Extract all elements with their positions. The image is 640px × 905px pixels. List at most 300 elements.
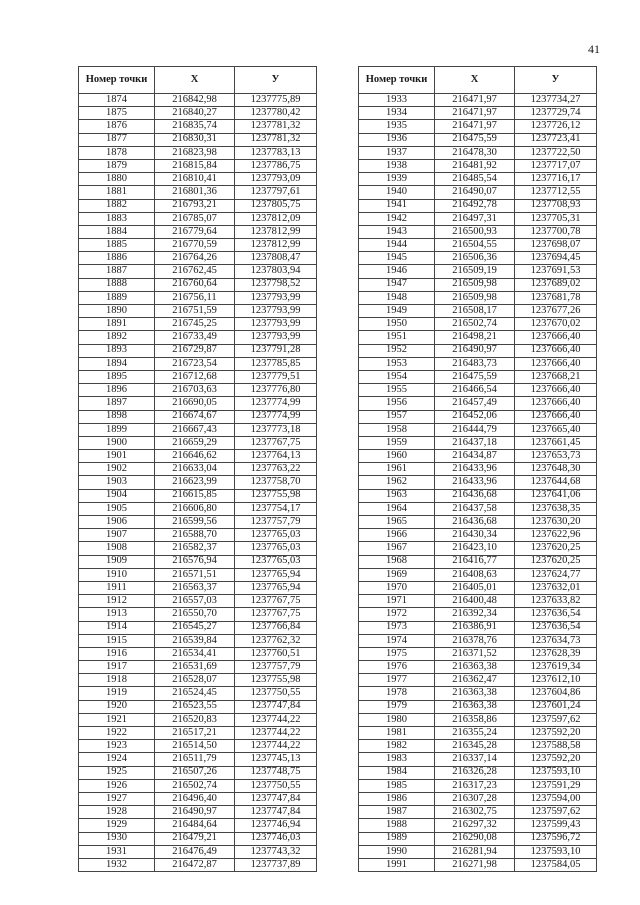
table-row: [359, 225, 597, 238]
table-row: [79, 489, 317, 502]
x-coordinate-cell: 216307,28: [435, 792, 515, 805]
table-row: [359, 595, 597, 608]
x-coordinate-cell: 216830,31: [155, 133, 235, 146]
x-coordinate-cell: 216523,55: [155, 700, 235, 713]
point-number-cell: 1931: [79, 845, 155, 858]
x-coordinate-cell: 216760,64: [155, 278, 235, 291]
x-coordinate-cell: 216490,07: [435, 186, 515, 199]
point-number-cell: 1917: [79, 661, 155, 674]
x-coordinate-cell: 216466,54: [435, 384, 515, 397]
point-number-cell: 1882: [79, 199, 155, 212]
x-coordinate-cell: 216606,80: [155, 502, 235, 515]
x-coordinate-cell: 216733,49: [155, 331, 235, 344]
y-coordinate-cell: 1237698,07: [515, 239, 597, 252]
point-number-cell: 1926: [79, 779, 155, 792]
x-coordinate-cell: 216534,41: [155, 647, 235, 660]
x-coordinate-cell: 216531,69: [155, 661, 235, 674]
table-row: [359, 516, 597, 529]
point-number-cell: 1988: [359, 819, 435, 832]
point-number-cell: 1956: [359, 397, 435, 410]
x-coordinate-cell: 216386,91: [435, 621, 515, 634]
point-number-cell: 1940: [359, 186, 435, 199]
y-coordinate-cell: 1237681,78: [515, 291, 597, 304]
point-number-cell: 1937: [359, 146, 435, 159]
table-row: [79, 700, 317, 713]
table-row: [359, 94, 597, 107]
table-row: [359, 159, 597, 172]
point-number-cell: 1948: [359, 291, 435, 304]
y-coordinate-cell: 1237798,52: [235, 278, 317, 291]
y-coordinate-cell: 1237666,40: [515, 331, 597, 344]
y-coordinate-cell: 1237592,20: [515, 727, 597, 740]
y-coordinate-cell: 1237716,17: [515, 173, 597, 186]
y-coordinate-cell: 1237745,13: [235, 753, 317, 766]
table-row: [359, 661, 597, 674]
y-coordinate-cell: 1237677,26: [515, 305, 597, 318]
table-row: [79, 344, 317, 357]
table-row: [359, 832, 597, 845]
x-coordinate-cell: 216509,98: [435, 291, 515, 304]
y-coordinate-cell: 1237648,30: [515, 463, 597, 476]
point-number-cell: 1934: [359, 107, 435, 120]
point-number-cell: 1952: [359, 344, 435, 357]
x-coordinate-cell: 216485,54: [435, 173, 515, 186]
y-coordinate-cell: 1237750,55: [235, 779, 317, 792]
point-number-cell: 1930: [79, 832, 155, 845]
x-coordinate-cell: 216507,26: [155, 766, 235, 779]
table-row: [79, 529, 317, 542]
header-y: У: [515, 67, 597, 94]
x-coordinate-cell: 216502,74: [155, 779, 235, 792]
table-row: [359, 792, 597, 805]
point-number-cell: 1958: [359, 423, 435, 436]
point-number-cell: 1914: [79, 621, 155, 634]
y-coordinate-cell: 1237785,85: [235, 357, 317, 370]
x-coordinate-cell: 216436,68: [435, 489, 515, 502]
y-coordinate-cell: 1237619,34: [515, 661, 597, 674]
x-coordinate-cell: 216576,94: [155, 555, 235, 568]
table-row: [359, 212, 597, 225]
x-coordinate-cell: 216416,77: [435, 555, 515, 568]
x-coordinate-cell: 216358,86: [435, 713, 515, 726]
point-number-cell: 1921: [79, 713, 155, 726]
table-row: [359, 344, 597, 357]
table-header-row: [79, 67, 317, 94]
table-row: [359, 173, 597, 186]
point-number-cell: 1879: [79, 159, 155, 172]
y-coordinate-cell: 1237622,96: [515, 529, 597, 542]
y-coordinate-cell: 1237775,89: [235, 94, 317, 107]
y-coordinate-cell: 1237597,62: [515, 713, 597, 726]
x-coordinate-cell: 216764,26: [155, 252, 235, 265]
table-row: [79, 568, 317, 581]
y-coordinate-cell: 1237633,82: [515, 595, 597, 608]
x-coordinate-cell: 216745,25: [155, 318, 235, 331]
point-number-cell: 1973: [359, 621, 435, 634]
x-coordinate-cell: 216302,75: [435, 806, 515, 819]
point-number-cell: 1962: [359, 476, 435, 489]
table-row: [79, 357, 317, 370]
table-row: [359, 489, 597, 502]
header-y: У: [235, 67, 317, 94]
y-coordinate-cell: 1237805,75: [235, 199, 317, 212]
table-row: [79, 423, 317, 436]
table-row: [79, 450, 317, 463]
table-row: [79, 621, 317, 634]
point-number-cell: 1907: [79, 529, 155, 542]
point-number-cell: 1953: [359, 357, 435, 370]
x-coordinate-cell: 216659,29: [155, 436, 235, 449]
x-coordinate-cell: 216492,78: [435, 199, 515, 212]
table-row: [359, 476, 597, 489]
y-coordinate-cell: 1237783,13: [235, 146, 317, 159]
table-row: [79, 173, 317, 186]
point-number-cell: 1961: [359, 463, 435, 476]
table-row: [359, 555, 597, 568]
y-coordinate-cell: 1237644,68: [515, 476, 597, 489]
table-row: [79, 265, 317, 278]
table-row: [359, 318, 597, 331]
x-coordinate-cell: 216599,56: [155, 516, 235, 529]
x-coordinate-cell: 216355,24: [435, 727, 515, 740]
x-coordinate-cell: 216729,87: [155, 344, 235, 357]
point-number-cell: 1979: [359, 700, 435, 713]
x-coordinate-cell: 216667,43: [155, 423, 235, 436]
table-row: [79, 502, 317, 515]
point-number-cell: 1977: [359, 674, 435, 687]
point-number-cell: 1949: [359, 305, 435, 318]
y-coordinate-cell: 1237705,31: [515, 212, 597, 225]
y-coordinate-cell: 1237746,94: [235, 819, 317, 832]
point-number-cell: 1938: [359, 159, 435, 172]
x-coordinate-cell: 216524,45: [155, 687, 235, 700]
x-coordinate-cell: 216498,21: [435, 331, 515, 344]
x-coordinate-cell: 216271,98: [435, 858, 515, 871]
x-coordinate-cell: 216517,21: [155, 727, 235, 740]
x-coordinate-cell: 216345,28: [435, 740, 515, 753]
point-number-cell: 1922: [79, 727, 155, 740]
point-number-cell: 1925: [79, 766, 155, 779]
table-row: [359, 700, 597, 713]
x-coordinate-cell: 216528,07: [155, 674, 235, 687]
y-coordinate-cell: 1237689,02: [515, 278, 597, 291]
point-number-cell: 1980: [359, 713, 435, 726]
point-number-cell: 1916: [79, 647, 155, 660]
x-coordinate-cell: 216392,34: [435, 608, 515, 621]
y-coordinate-cell: 1237638,35: [515, 502, 597, 515]
table-row: [79, 766, 317, 779]
x-coordinate-cell: 216471,97: [435, 120, 515, 133]
point-number-cell: 1969: [359, 568, 435, 581]
y-coordinate-cell: 1237594,00: [515, 792, 597, 805]
x-coordinate-cell: 216476,49: [155, 845, 235, 858]
y-coordinate-cell: 1237620,25: [515, 542, 597, 555]
y-coordinate-cell: 1237744,22: [235, 727, 317, 740]
table-row: [79, 318, 317, 331]
y-coordinate-cell: 1237765,94: [235, 581, 317, 594]
table-row: [359, 107, 597, 120]
x-coordinate-cell: 216481,92: [435, 159, 515, 172]
table-row: [79, 608, 317, 621]
point-number-cell: 1927: [79, 792, 155, 805]
table-row: [79, 384, 317, 397]
x-coordinate-cell: 216471,97: [435, 107, 515, 120]
x-coordinate-cell: 216478,30: [435, 146, 515, 159]
table-row: [79, 713, 317, 726]
coordinates-table-right: [358, 66, 597, 872]
x-coordinate-cell: 216479,21: [155, 832, 235, 845]
x-coordinate-cell: 216496,40: [155, 792, 235, 805]
point-number-cell: 1987: [359, 806, 435, 819]
y-coordinate-cell: 1237666,40: [515, 410, 597, 423]
table-row: [359, 674, 597, 687]
x-coordinate-cell: 216815,84: [155, 159, 235, 172]
y-coordinate-cell: 1237779,51: [235, 370, 317, 383]
x-coordinate-cell: 216475,59: [435, 133, 515, 146]
point-number-cell: 1884: [79, 225, 155, 238]
table-row: [79, 581, 317, 594]
point-number-cell: 1932: [79, 858, 155, 871]
y-coordinate-cell: 1237700,78: [515, 225, 597, 238]
x-coordinate-cell: 216690,05: [155, 397, 235, 410]
table-row: [359, 146, 597, 159]
table-row: [359, 186, 597, 199]
x-coordinate-cell: 216444,79: [435, 423, 515, 436]
point-number-cell: 1887: [79, 265, 155, 278]
y-coordinate-cell: 1237708,93: [515, 199, 597, 212]
point-number-cell: 1909: [79, 555, 155, 568]
point-number-cell: 1968: [359, 555, 435, 568]
table-row: [79, 120, 317, 133]
y-coordinate-cell: 1237760,51: [235, 647, 317, 660]
point-number-cell: 1908: [79, 542, 155, 555]
point-number-cell: 1983: [359, 753, 435, 766]
x-coordinate-cell: 216582,37: [155, 542, 235, 555]
x-coordinate-cell: 216751,59: [155, 305, 235, 318]
point-number-cell: 1963: [359, 489, 435, 502]
point-number-cell: 1928: [79, 806, 155, 819]
x-coordinate-cell: 216434,87: [435, 450, 515, 463]
y-coordinate-cell: 1237653,73: [515, 450, 597, 463]
point-number-cell: 1877: [79, 133, 155, 146]
point-number-cell: 1904: [79, 489, 155, 502]
header-x: X: [435, 67, 515, 94]
point-number-cell: 1906: [79, 516, 155, 529]
point-number-cell: 1957: [359, 410, 435, 423]
y-coordinate-cell: 1237694,45: [515, 252, 597, 265]
point-number-cell: 1978: [359, 687, 435, 700]
table-row: [79, 555, 317, 568]
point-number-cell: 1955: [359, 384, 435, 397]
x-coordinate-cell: 216563,37: [155, 581, 235, 594]
point-number-cell: 1920: [79, 700, 155, 713]
point-number-cell: 1943: [359, 225, 435, 238]
table-row: [79, 542, 317, 555]
y-coordinate-cell: 1237597,62: [515, 806, 597, 819]
y-coordinate-cell: 1237793,09: [235, 173, 317, 186]
y-coordinate-cell: 1237793,99: [235, 318, 317, 331]
table-row: [79, 516, 317, 529]
x-coordinate-cell: 216514,50: [155, 740, 235, 753]
point-number-cell: 1991: [359, 858, 435, 871]
table-row: [359, 120, 597, 133]
point-number-cell: 1897: [79, 397, 155, 410]
y-coordinate-cell: 1237747,84: [235, 806, 317, 819]
y-coordinate-cell: 1237734,27: [515, 94, 597, 107]
point-number-cell: 1875: [79, 107, 155, 120]
point-number-cell: 1903: [79, 476, 155, 489]
table-row: [359, 305, 597, 318]
point-number-cell: 1964: [359, 502, 435, 515]
table-row: [79, 463, 317, 476]
table-row: [79, 476, 317, 489]
y-coordinate-cell: 1237661,45: [515, 436, 597, 449]
x-coordinate-cell: 216539,84: [155, 634, 235, 647]
x-coordinate-cell: 216674,67: [155, 410, 235, 423]
y-coordinate-cell: 1237630,20: [515, 516, 597, 529]
point-number-cell: 1970: [359, 581, 435, 594]
point-number-cell: 1960: [359, 450, 435, 463]
x-coordinate-cell: 216430,34: [435, 529, 515, 542]
x-coordinate-cell: 216779,64: [155, 225, 235, 238]
x-coordinate-cell: 216475,59: [435, 370, 515, 383]
table-row: [79, 94, 317, 107]
point-number-cell: 1898: [79, 410, 155, 423]
point-number-cell: 1883: [79, 212, 155, 225]
point-number-cell: 1896: [79, 384, 155, 397]
point-number-cell: 1891: [79, 318, 155, 331]
x-coordinate-cell: 216423,10: [435, 542, 515, 555]
x-coordinate-cell: 216840,27: [155, 107, 235, 120]
table-row: [359, 278, 597, 291]
x-coordinate-cell: 216337,14: [435, 753, 515, 766]
y-coordinate-cell: 1237628,39: [515, 647, 597, 660]
table-row: [359, 858, 597, 871]
table-row: [359, 357, 597, 370]
y-coordinate-cell: 1237781,32: [235, 133, 317, 146]
table-row: [79, 832, 317, 845]
x-coordinate-cell: 216433,96: [435, 463, 515, 476]
y-coordinate-cell: 1237812,99: [235, 239, 317, 252]
y-coordinate-cell: 1237591,29: [515, 779, 597, 792]
table-row: [359, 397, 597, 410]
x-coordinate-cell: 216633,04: [155, 463, 235, 476]
y-coordinate-cell: 1237755,98: [235, 489, 317, 502]
point-number-cell: 1976: [359, 661, 435, 674]
y-coordinate-cell: 1237812,09: [235, 212, 317, 225]
x-coordinate-cell: 216290,08: [435, 832, 515, 845]
table-row: [79, 436, 317, 449]
y-coordinate-cell: 1237691,53: [515, 265, 597, 278]
table-row: [359, 647, 597, 660]
x-coordinate-cell: 216506,36: [435, 252, 515, 265]
point-number-cell: 1895: [79, 370, 155, 383]
x-coordinate-cell: 216511,79: [155, 753, 235, 766]
table-row: [359, 502, 597, 515]
x-coordinate-cell: 216545,27: [155, 621, 235, 634]
y-coordinate-cell: 1237747,84: [235, 792, 317, 805]
point-number-cell: 1975: [359, 647, 435, 660]
x-coordinate-cell: 216508,17: [435, 305, 515, 318]
point-number-cell: 1885: [79, 239, 155, 252]
y-coordinate-cell: 1237774,99: [235, 397, 317, 410]
x-coordinate-cell: 216483,73: [435, 357, 515, 370]
table-row: [79, 845, 317, 858]
x-coordinate-cell: 216490,97: [435, 344, 515, 357]
y-coordinate-cell: 1237747,84: [235, 700, 317, 713]
x-coordinate-cell: 216378,76: [435, 634, 515, 647]
y-coordinate-cell: 1237712,55: [515, 186, 597, 199]
y-coordinate-cell: 1237596,72: [515, 832, 597, 845]
header-point-number: Номер точки: [79, 67, 155, 94]
table-row: [359, 291, 597, 304]
point-number-cell: 1941: [359, 199, 435, 212]
y-coordinate-cell: 1237762,32: [235, 634, 317, 647]
y-coordinate-cell: 1237754,17: [235, 502, 317, 515]
table-row: [359, 384, 597, 397]
point-number-cell: 1946: [359, 265, 435, 278]
x-coordinate-cell: 216405,01: [435, 581, 515, 594]
x-coordinate-cell: 216484,64: [155, 819, 235, 832]
point-number-cell: 1947: [359, 278, 435, 291]
y-coordinate-cell: 1237765,03: [235, 555, 317, 568]
x-coordinate-cell: 216317,23: [435, 779, 515, 792]
y-coordinate-cell: 1237744,22: [235, 713, 317, 726]
point-number-cell: 1876: [79, 120, 155, 133]
y-coordinate-cell: 1237757,79: [235, 661, 317, 674]
table-row: [359, 845, 597, 858]
x-coordinate-cell: 216371,52: [435, 647, 515, 660]
x-coordinate-cell: 216502,74: [435, 318, 515, 331]
table-row: [359, 687, 597, 700]
point-number-cell: 1951: [359, 331, 435, 344]
x-coordinate-cell: 216571,51: [155, 568, 235, 581]
x-coordinate-cell: 216723,54: [155, 357, 235, 370]
table-row: [359, 331, 597, 344]
table-row: [79, 305, 317, 318]
x-coordinate-cell: 216793,21: [155, 199, 235, 212]
x-coordinate-cell: 216557,03: [155, 595, 235, 608]
y-coordinate-cell: 1237665,40: [515, 423, 597, 436]
header-x: X: [155, 67, 235, 94]
point-number-cell: 1959: [359, 436, 435, 449]
x-coordinate-cell: 216509,98: [435, 278, 515, 291]
point-number-cell: 1902: [79, 463, 155, 476]
x-coordinate-cell: 216437,58: [435, 502, 515, 515]
y-coordinate-cell: 1237781,32: [235, 120, 317, 133]
table-row: [79, 806, 317, 819]
table-row: [79, 661, 317, 674]
table-row: [79, 779, 317, 792]
x-coordinate-cell: 216400,48: [435, 595, 515, 608]
x-coordinate-cell: 216363,38: [435, 661, 515, 674]
y-coordinate-cell: 1237767,75: [235, 608, 317, 621]
y-coordinate-cell: 1237773,18: [235, 423, 317, 436]
y-coordinate-cell: 1237797,61: [235, 186, 317, 199]
x-coordinate-cell: 216281,94: [435, 845, 515, 858]
point-number-cell: 1954: [359, 370, 435, 383]
header-point-number: Номер точки: [359, 67, 435, 94]
y-coordinate-cell: 1237666,40: [515, 397, 597, 410]
y-coordinate-cell: 1237723,41: [515, 133, 597, 146]
table-row: [359, 370, 597, 383]
point-number-cell: 1971: [359, 595, 435, 608]
y-coordinate-cell: 1237666,40: [515, 344, 597, 357]
x-coordinate-cell: 216835,74: [155, 120, 235, 133]
point-number-cell: 1989: [359, 832, 435, 845]
point-number-cell: 1919: [79, 687, 155, 700]
x-coordinate-cell: 216326,28: [435, 766, 515, 779]
